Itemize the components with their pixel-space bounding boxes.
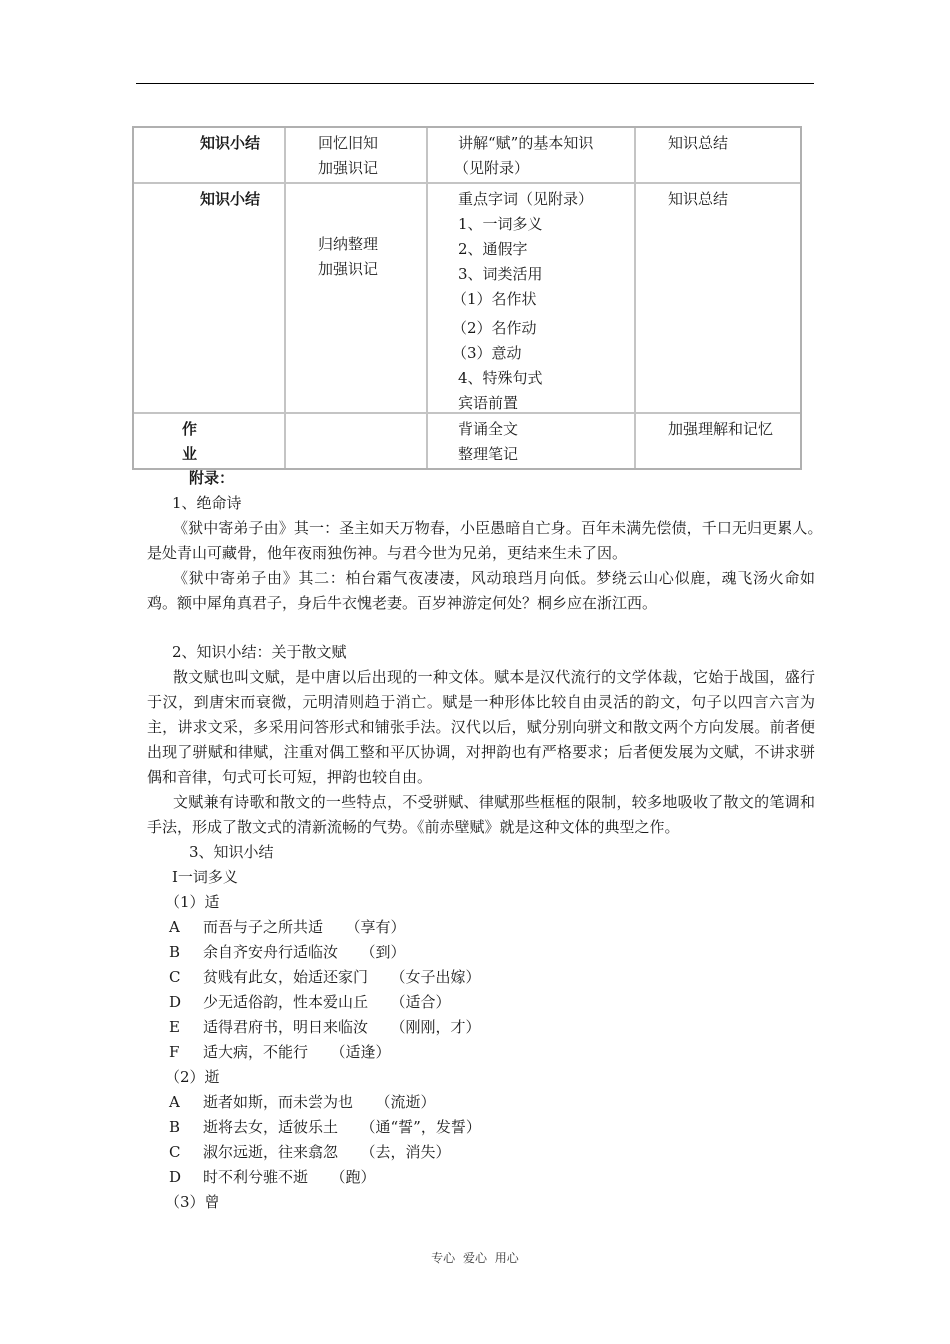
stage-cell: 知识小结 [134, 184, 286, 412]
table-row [134, 128, 800, 184]
word-heading: （3）曾 [165, 1193, 220, 1211]
method-cell: 回忆旧知 加强识记 [286, 128, 428, 182]
appendix-title: 附录： [189, 469, 235, 487]
table-row [134, 414, 800, 468]
header-rule [136, 83, 814, 84]
lesson-table [132, 126, 802, 470]
content-cell: 重点字词（见附录） 1、一词多义 2、通假字 3、词类活用 （1）名作状 （2）名作动 （3）意动 4、特殊句式 宾语前置 [428, 184, 636, 412]
word-heading: （2）逝 [165, 1068, 220, 1086]
list-item: D 少无适俗韵，性本爱山丘 （适合） [169, 993, 451, 1011]
word-heading: （1）适 [165, 893, 220, 911]
section-title: 1、绝命诗 [172, 494, 242, 512]
poem-paragraph: 《狱中寄弟子由》其二：柏台霜气夜凄凄，风动琅珰月向低。梦绕云山心似鹿，魂飞汤火命如鸡。额中犀角真君子，身后牛衣愧老妻。百岁神游定何处？桐乡应在浙江西。 [147, 569, 815, 612]
stage-cell: 作业 [134, 414, 286, 468]
list-item: F 适大病，不能行 （适逢） [169, 1043, 391, 1061]
stage-cell: 知识小结 [134, 128, 286, 182]
list-item: C 贫贱有此女，始适还家门 （女子出嫁） [169, 968, 481, 986]
content-cell: 背诵全文 整理笔记 [428, 414, 636, 468]
content-cell: 讲解“赋”的基本知识 （见附录） [428, 128, 636, 182]
list-item: A 逝者如斯，而未尝为也 （流逝） [169, 1093, 436, 1111]
list-item: B 逝将去女，适彼乐土 （通“誓”，发誓） [169, 1118, 481, 1136]
method-cell [286, 414, 428, 468]
list-item: D 时不利兮骓不逝 （跑） [169, 1168, 376, 1186]
prose-paragraph: 文赋兼有诗歌和散文的一些特点，不受骈赋、律赋那些框框的限制，较多地吸收了散文的笔调和手法，形成了散文式的清新流畅的气势。《前赤壁赋》就是这种文体的典型之作。 [147, 793, 815, 836]
list-item: C 淑尔远逝，往来翕忽 （去，消失） [169, 1143, 451, 1161]
method-cell: 归纳整理 加强识记 [286, 184, 428, 412]
list-item: A 而吾与子之所共适 （享有） [169, 918, 406, 936]
purpose-cell: 知识总结 [668, 190, 729, 208]
section-title: 2、知识小结：关于散文赋 [172, 643, 347, 661]
purpose-cell: 加强理解和记忆 [668, 420, 774, 438]
purpose-cell: 知识总结 [668, 134, 729, 152]
section-title: 3、知识小结 [189, 843, 274, 861]
list-item: E 适得君府书，明日来临汝 （刚刚，才） [169, 1018, 481, 1036]
table-row [134, 184, 800, 414]
page-footer: 专心 爱心 用心 [431, 1251, 519, 1265]
list-item: B 余自齐安舟行适临汝 （到） [169, 943, 406, 961]
prose-paragraph: 散文赋也叫文赋，是中唐以后出现的一种文体。赋本是汉代流行的文学体裁，它始于战国，盛行于汉，到唐宋而衰微，元明清则趋于消亡。赋是一种形体比较自由灵活的韵文，句子以四言六言为主，讲求文采，多采用问答形式和铺张手法。汉代以后，赋分别向骈文和散文两个方向发展。前者便出现了骈赋和律赋，注重对偶工整和平仄协调，对押韵也有严格要求；后者便发展为文赋，不讲求骈偶和音律，句式可长可短，押韵也较自由。 [147, 668, 815, 786]
poem-paragraph: 《狱中寄弟子由》其一：圣主如天万物春，小臣愚暗自亡身。百年未满先偿债，千口无归更累人。 是处青山可藏骨，他年夜雨独伤神。与君今世为兄弟，更结来生未了因。 [147, 519, 831, 562]
subsection-title: Ⅰ一词多义 [172, 868, 238, 886]
